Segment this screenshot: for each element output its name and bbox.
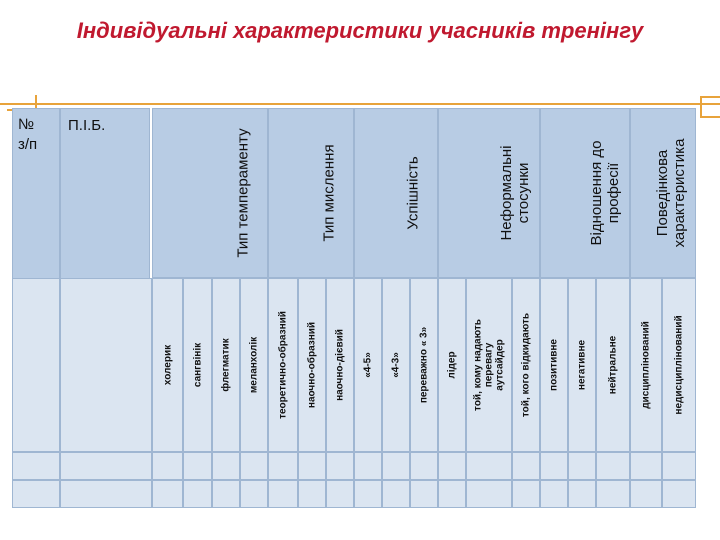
sub-header bbox=[438, 278, 466, 452]
sub-header-label: негативне bbox=[576, 339, 588, 391]
sub-header-label: недисциплінований bbox=[673, 315, 685, 415]
sub-header-label: «4-3» bbox=[390, 352, 402, 378]
sub-header-label: той, кому надають перевагу аутсайдер bbox=[472, 319, 506, 411]
decorative-line bbox=[0, 103, 720, 105]
table-row-cell bbox=[12, 480, 60, 508]
group-header-2 bbox=[354, 108, 438, 278]
table-row-cell bbox=[568, 452, 596, 480]
group-label: Тип темпераменту bbox=[234, 128, 252, 258]
table-row-cell bbox=[512, 480, 540, 508]
sub-header bbox=[662, 278, 696, 452]
table-row-cell bbox=[212, 480, 240, 508]
group-header-1 bbox=[268, 108, 354, 278]
sub-header bbox=[240, 278, 268, 452]
table-row-cell bbox=[183, 480, 212, 508]
table-row-cell bbox=[596, 452, 630, 480]
table-row-cell bbox=[240, 452, 268, 480]
sub-header-label: меланхолік bbox=[248, 336, 260, 394]
table-row-cell bbox=[268, 480, 298, 508]
sub-header-label: «4-5» bbox=[362, 352, 374, 378]
table-row-cell bbox=[183, 452, 212, 480]
table-row-cell bbox=[466, 480, 512, 508]
group-label: Тип мислення bbox=[320, 144, 338, 242]
sub-header bbox=[512, 278, 540, 452]
page-title: Індивідуальні характеристики учасників тренінгу bbox=[76, 18, 644, 43]
sub-header bbox=[354, 278, 382, 452]
sub-header-label: той, кого відкидають bbox=[520, 312, 532, 418]
group-label: Поведінкова характеристика bbox=[654, 138, 688, 248]
sub-header-label: позитивне bbox=[548, 339, 560, 391]
table-row-cell bbox=[630, 452, 662, 480]
sub-header bbox=[382, 278, 410, 452]
table-row-cell bbox=[298, 452, 326, 480]
number-sub-cell bbox=[12, 278, 60, 452]
table-row-cell bbox=[438, 480, 466, 508]
sub-header-label: наочно-образний bbox=[306, 321, 318, 409]
sub-header-label: сангвінік bbox=[192, 342, 203, 388]
sub-header bbox=[540, 278, 568, 452]
table-row-cell bbox=[60, 480, 152, 508]
group-header-3 bbox=[438, 108, 540, 278]
table-row-cell bbox=[152, 480, 183, 508]
table-row-cell bbox=[630, 480, 662, 508]
group-label: Успішність bbox=[404, 156, 422, 230]
number-header: № з/п bbox=[18, 116, 38, 153]
group-header-0 bbox=[152, 108, 268, 278]
table-row-cell bbox=[212, 452, 240, 480]
table-row-cell bbox=[326, 480, 354, 508]
group-header-5 bbox=[630, 108, 696, 278]
sub-header bbox=[630, 278, 662, 452]
sub-header-label: наочно-дієвий bbox=[334, 329, 346, 401]
sub-header-label: теоретично-образний bbox=[277, 311, 289, 419]
table-row-cell bbox=[662, 452, 696, 480]
decorative-square bbox=[700, 96, 720, 118]
table-row-cell bbox=[410, 480, 438, 508]
table-row-cell bbox=[298, 480, 326, 508]
table-row-cell bbox=[596, 480, 630, 508]
group-label: Відношення до професії bbox=[588, 140, 622, 246]
sub-header bbox=[298, 278, 326, 452]
sub-header-label: флегматик bbox=[220, 338, 232, 392]
sub-header bbox=[326, 278, 354, 452]
name-header: П.І.Б. bbox=[68, 117, 106, 134]
table-row-cell bbox=[410, 452, 438, 480]
sub-header-label: лідер bbox=[446, 351, 458, 379]
table-row-cell bbox=[438, 452, 466, 480]
table-row-cell bbox=[60, 452, 152, 480]
table-row-cell bbox=[568, 480, 596, 508]
table-row-cell bbox=[662, 480, 696, 508]
sub-header bbox=[466, 278, 512, 452]
group-header-4 bbox=[540, 108, 630, 278]
table-row-cell bbox=[240, 480, 268, 508]
table-row-cell bbox=[12, 452, 60, 480]
table-row-cell bbox=[354, 480, 382, 508]
table-row-cell bbox=[540, 452, 568, 480]
sub-header-label: переважно « 3» bbox=[418, 326, 430, 404]
table-row-cell bbox=[540, 480, 568, 508]
table-row-cell bbox=[152, 452, 183, 480]
sub-header bbox=[410, 278, 438, 452]
sub-header bbox=[268, 278, 298, 452]
table-row-cell bbox=[512, 452, 540, 480]
sub-header-label: нейтральне bbox=[607, 335, 619, 395]
table-row-cell bbox=[268, 452, 298, 480]
sub-header bbox=[183, 278, 212, 452]
sub-header bbox=[212, 278, 240, 452]
sub-header-label: дисциплінований bbox=[640, 321, 652, 409]
group-label: Неформальні стосунки bbox=[498, 145, 532, 241]
table-row-cell bbox=[382, 480, 410, 508]
table-row-cell bbox=[382, 452, 410, 480]
table-row-cell bbox=[466, 452, 512, 480]
sub-header bbox=[152, 278, 183, 452]
sub-header bbox=[596, 278, 630, 452]
table-row-cell bbox=[326, 452, 354, 480]
sub-header bbox=[568, 278, 596, 452]
table-row-cell bbox=[354, 452, 382, 480]
sub-header-label: холерик bbox=[162, 344, 173, 386]
name-sub-cell bbox=[60, 278, 152, 452]
